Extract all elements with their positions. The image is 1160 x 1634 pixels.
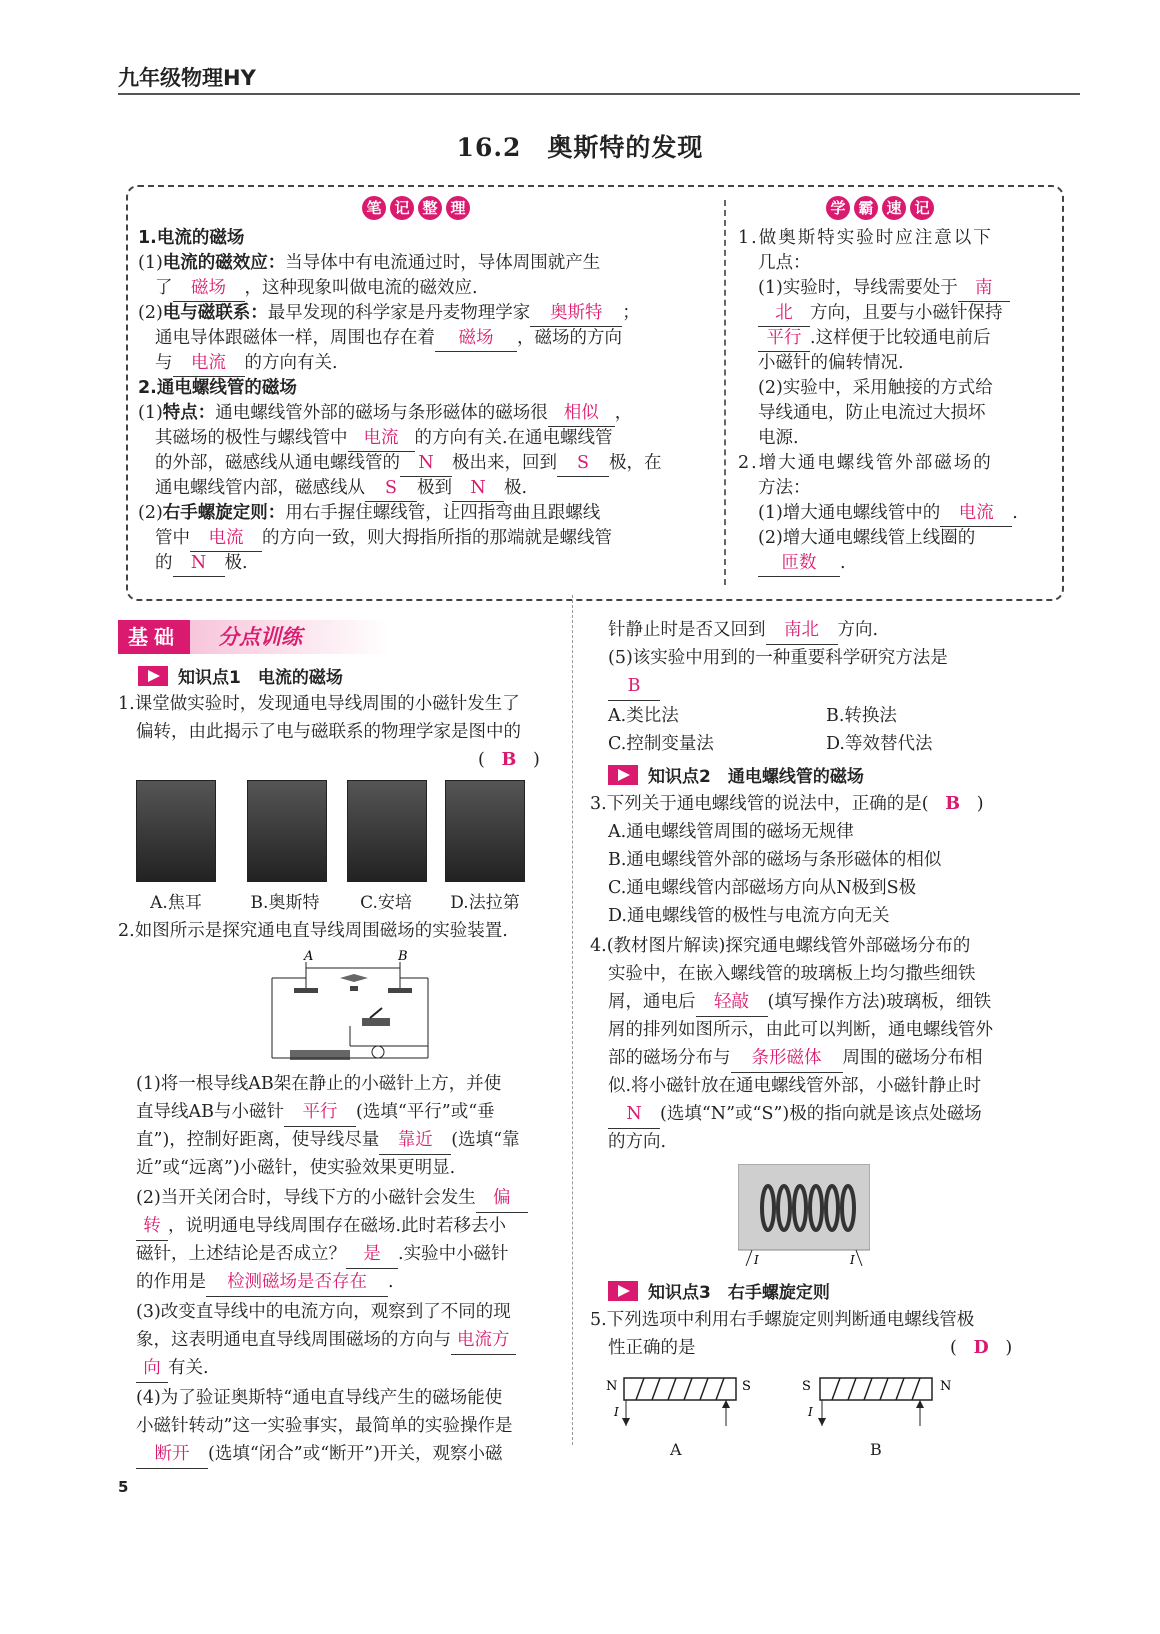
svg-text:A: A — [304, 949, 314, 964]
svg-text:I: I — [614, 1405, 619, 1419]
knowledge-point-2: 知识点2 通电螺线管的磁场 — [608, 762, 864, 787]
page-title: 16.2 奥斯特的发现 — [456, 133, 704, 162]
svg-text:N: N — [606, 1379, 618, 1394]
svg-text:N: N — [940, 1379, 952, 1394]
play-icon — [608, 1281, 638, 1301]
svg-text:S: S — [742, 1379, 751, 1394]
svg-text:I: I — [754, 1253, 759, 1266]
svg-text:I: I — [850, 1253, 855, 1266]
page-number: 5 — [118, 1478, 129, 1496]
q1-answer: B — [501, 750, 517, 770]
iron-filings-figure — [738, 1164, 870, 1266]
header-rule — [118, 93, 1080, 95]
solenoid-option-a — [604, 1366, 764, 1456]
section-tag: 基础 — [118, 620, 190, 654]
svg-text:B: B — [398, 949, 408, 964]
svg-text:I: I — [808, 1405, 813, 1419]
notes-divider — [724, 200, 726, 585]
portrait-oersted — [247, 780, 327, 882]
knowledge-point-3: 知识点3 右手螺旋定则 — [608, 1278, 830, 1303]
portrait-faraday — [445, 780, 525, 882]
portrait-ampere — [347, 780, 427, 882]
section-title: 分点训练 — [190, 620, 390, 654]
notes-badge-left: 笔 记 整 理 — [362, 196, 470, 220]
knowledge-point-1: 知识点1 电流的磁场 — [138, 663, 343, 688]
book-header: 九年级物理HY — [118, 66, 256, 90]
column-divider — [572, 595, 573, 1445]
q3-answer: B — [945, 794, 961, 814]
notes-badge-right: 学 霸 速 记 — [826, 196, 934, 220]
play-icon — [138, 666, 168, 686]
portrait-joule — [136, 780, 216, 882]
circuit-diagram — [270, 948, 430, 1068]
play-icon — [608, 765, 638, 785]
q5-answer: D — [973, 1338, 989, 1358]
svg-text:S: S — [802, 1379, 811, 1394]
